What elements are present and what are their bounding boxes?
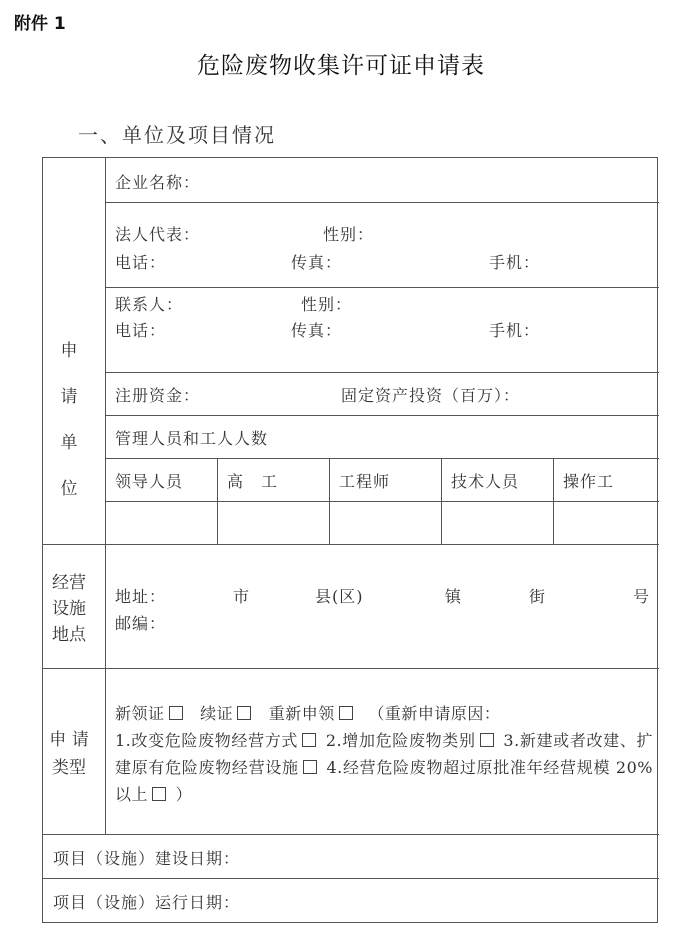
- row-divider: [105, 202, 659, 203]
- staff-col-senior-engineers: 高 工: [227, 472, 279, 491]
- construction-date-label: 项目（设施）建设日期：: [53, 849, 241, 868]
- facility-side-label: 经营 设施 地点: [52, 573, 86, 645]
- application-type-options: [115, 700, 653, 808]
- address-county: 县(区): [315, 587, 364, 606]
- legal-rep-label: 法人代表：: [115, 225, 201, 244]
- reapply-reason-close: ）: [175, 785, 193, 804]
- reason-4-checkbox[interactable]: [152, 787, 166, 801]
- registered-capital-label: 注册资金：: [115, 386, 201, 405]
- reapply-checkbox[interactable]: [339, 706, 353, 720]
- staff-column-divider: [441, 458, 442, 544]
- postcode-label: 邮编：: [115, 614, 167, 633]
- contact-gender-label: 性别：: [301, 295, 353, 314]
- section-divider: [43, 878, 659, 879]
- fixed-investment-label: 固定资产投资（百万）：: [341, 386, 521, 405]
- contact-mobile-label: 手机：: [489, 321, 541, 340]
- company-name-label: 企业名称：: [115, 173, 201, 192]
- row-divider: [105, 458, 659, 459]
- reason-3: 3.新建或者改建、扩建原有危险废物经营设施: [115, 731, 653, 777]
- reapply-reason-open: （重新申请原因：: [368, 704, 501, 723]
- row-divider: [105, 501, 659, 502]
- staff-col-engineers: 工程师: [339, 472, 391, 491]
- new-license-checkbox[interactable]: [169, 706, 183, 720]
- legal-fax-label: 传真：: [291, 253, 343, 272]
- address-town: 镇: [445, 587, 463, 606]
- staff-column-divider: [217, 458, 218, 544]
- reason-4: 4.经营危险废物超过原批准年经营规模 20%以上: [115, 758, 653, 804]
- label-column-divider: [105, 158, 106, 834]
- legal-phone-label: 电话：: [115, 253, 167, 272]
- staff-column-divider: [553, 458, 554, 544]
- option-new-license: 新领证: [115, 704, 165, 723]
- staff-col-technicians: 技术人员: [451, 472, 520, 491]
- row-divider: [105, 372, 659, 373]
- staff-column-divider: [329, 458, 330, 544]
- reason-1: 1.改变危险废物经营方式: [115, 731, 299, 750]
- staff-col-operators: 操作工: [563, 472, 615, 491]
- section-title: 一、单位及项目情况: [78, 123, 276, 147]
- address-street: 街: [529, 587, 547, 606]
- operation-date-label: 项目（设施）运行日期：: [53, 893, 241, 912]
- legal-gender-label: 性别：: [323, 225, 375, 244]
- application-type-side-label: 申 请 类型: [49, 730, 89, 778]
- staff-count-title: 管理人员和工人人数: [115, 429, 269, 448]
- staff-col-leaders: 领导人员: [115, 472, 184, 491]
- row-divider: [105, 287, 659, 288]
- contact-fax-label: 传真：: [291, 321, 343, 340]
- contact-phone-label: 电话：: [115, 321, 167, 340]
- applicant-side-label: 申 请 单 位: [60, 341, 78, 499]
- renew-checkbox[interactable]: [237, 706, 251, 720]
- section-divider: [43, 834, 659, 835]
- option-reapply: 重新申领: [268, 704, 335, 723]
- address-city: 市: [233, 587, 251, 606]
- attachment-label: 附件 1: [14, 14, 66, 34]
- address-number: 号: [633, 587, 651, 606]
- row-divider: [105, 415, 659, 416]
- reason-2-checkbox[interactable]: [480, 733, 494, 747]
- form-title: 危险废物收集许可证申请表: [197, 53, 485, 79]
- reason-2: 2.增加危险废物类别: [325, 731, 476, 750]
- option-renew: 续证: [200, 704, 234, 723]
- application-form-table: [42, 157, 658, 923]
- reason-1-checkbox[interactable]: [302, 733, 316, 747]
- legal-mobile-label: 手机：: [489, 253, 541, 272]
- contact-person-label: 联系人：: [115, 295, 184, 314]
- address-label: 地址：: [115, 587, 167, 606]
- section-divider: [43, 668, 659, 669]
- section-divider: [43, 544, 659, 545]
- reason-3-checkbox[interactable]: [303, 760, 317, 774]
